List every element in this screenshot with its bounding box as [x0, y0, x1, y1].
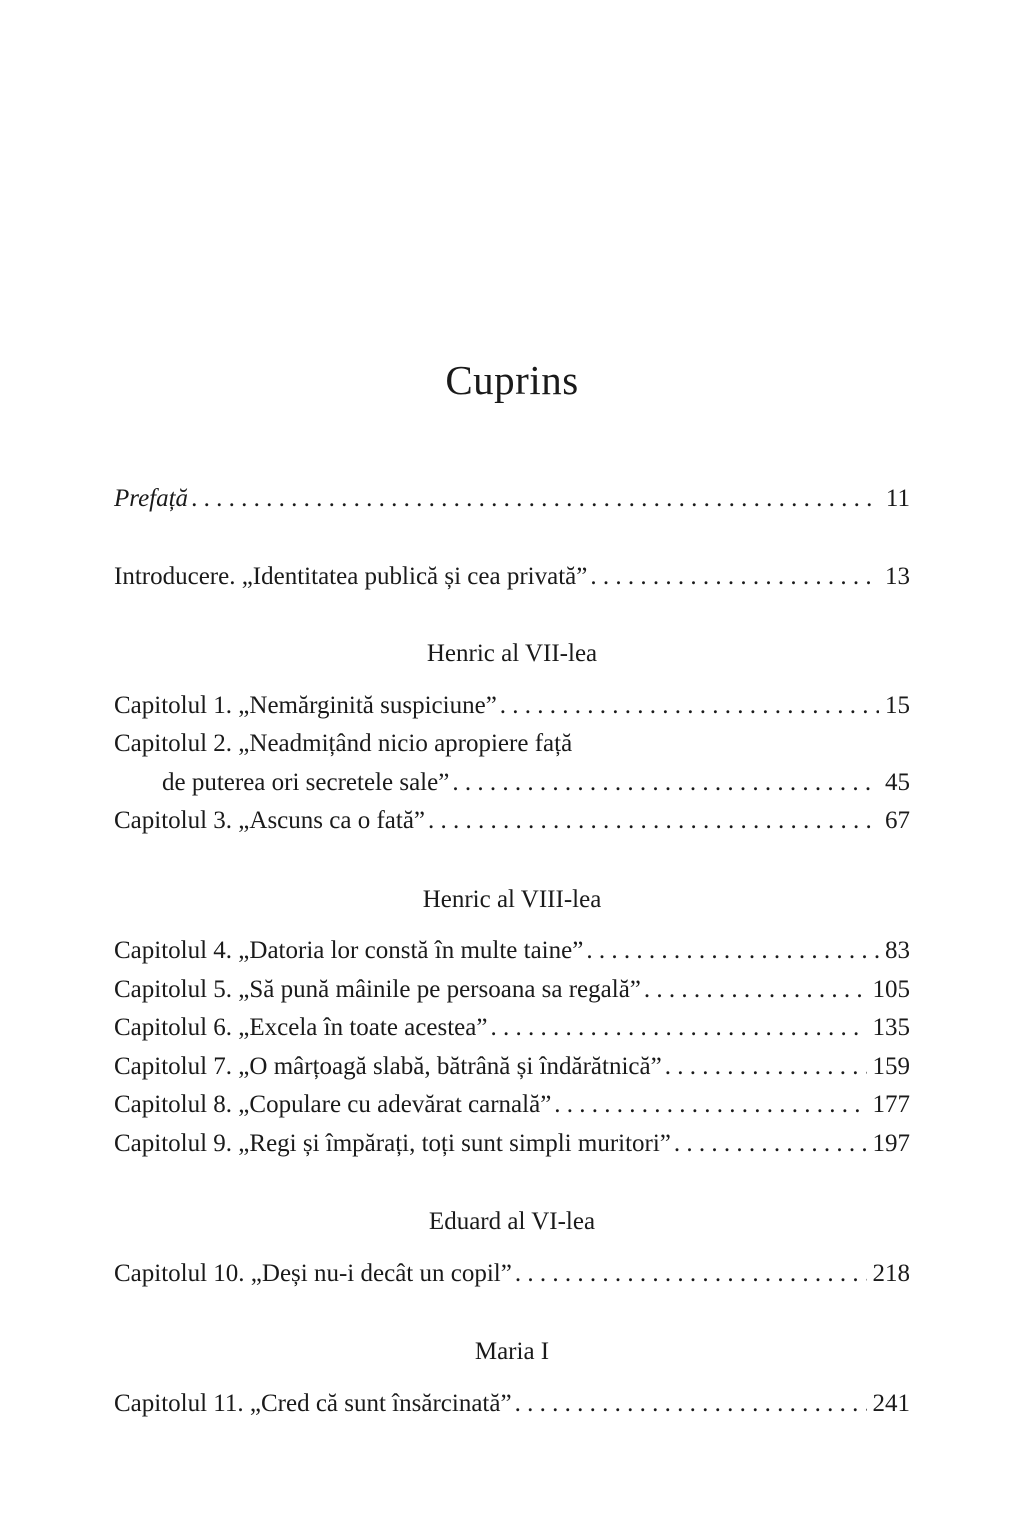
toc-entry-chapter-1[interactable]: [114, 687, 910, 726]
toc-entry-label: Introducere. „Identitatea publică și cea privată”: [114, 562, 588, 590]
section-heading: Eduard al VI-lea: [428, 1208, 596, 1235]
toc-entry-label: Capitolul 1. „Nemărginită suspiciune”: [114, 691, 497, 719]
toc-page-number: 135: [872, 1014, 910, 1041]
toc-page-number: 67: [885, 807, 910, 834]
toc-entry-label: Capitolul 3. „Ascuns ca o fată”: [114, 807, 426, 834]
section-heading: Maria I: [474, 1338, 550, 1365]
toc-page-number: 241: [872, 1389, 910, 1417]
dot-leader: [452, 764, 879, 803]
toc-entry-chapter-3[interactable]: [114, 802, 910, 841]
toc-page-number: 13: [885, 562, 910, 590]
table-of-contents: [114, 480, 910, 1423]
toc-entry-label: Capitolul 5. „Să pună mâinile pe persoana sa regală”: [114, 975, 641, 1003]
toc-entry-chapter-6[interactable]: [114, 1009, 910, 1048]
toc-entry-label: Capitolul 9. „Regi și împărați, toți sunt simpli muritori”: [114, 1129, 671, 1157]
dot-leader: [500, 687, 879, 726]
dot-leader: [665, 1048, 867, 1087]
toc-entry-chapter-8[interactable]: [114, 1086, 910, 1125]
toc-entry-label: Capitolul 4. „Datoria lor constă în multe taine”: [114, 937, 584, 964]
toc-page-number: 83: [885, 937, 910, 964]
dot-leader: [590, 558, 879, 597]
toc-entry-label: Capitolul 6. „Excela în toate acestea”: [114, 1014, 488, 1041]
dot-leader: [674, 1125, 867, 1164]
toc-entry-label: Capitolul 7. „O mârțoagă slabă, bătrână și îndărătnică”: [114, 1052, 662, 1080]
dot-leader: [515, 1255, 867, 1294]
dot-leader: [191, 480, 880, 519]
section-heading: Henric al VIII-lea: [422, 885, 602, 913]
toc-page-number: 45: [885, 768, 910, 796]
toc-entry-label-line1: Capitolul 2. „Neadmițând nicio apropiere față: [114, 730, 573, 757]
toc-page-number: 11: [885, 485, 910, 512]
toc-entry-chapter-9[interactable]: [114, 1125, 910, 1164]
toc-page-number: 159: [872, 1052, 910, 1080]
dot-leader: [586, 932, 879, 971]
toc-entry-label: Prefață: [114, 485, 189, 512]
dot-leader: [644, 971, 867, 1010]
toc-entry-label: de puterea ori secretele sale”: [162, 768, 450, 796]
section-heading: Henric al VII-lea: [426, 640, 598, 667]
toc-page-number: 105: [872, 975, 910, 1003]
toc-entry-chapter-5[interactable]: [114, 971, 910, 1010]
toc-entry-chapter-11[interactable]: [114, 1385, 910, 1424]
dot-leader: [515, 1385, 867, 1424]
toc-entry-preface[interactable]: [114, 480, 910, 519]
toc-entry-label: Capitolul 8. „Copulare cu adevărat carnală”: [114, 1091, 552, 1118]
toc-entry-chapter-7[interactable]: [114, 1048, 910, 1087]
dot-leader: [428, 802, 879, 841]
toc-entry-chapter-2[interactable]: [114, 725, 910, 802]
dot-leader: [554, 1086, 866, 1125]
dot-leader: [490, 1009, 866, 1048]
toc-page-number: 197: [872, 1129, 910, 1157]
toc-entry-chapter-4[interactable]: [114, 932, 910, 971]
toc-entry-introduction[interactable]: [114, 558, 910, 597]
toc-entry-chapter-10[interactable]: [114, 1255, 910, 1294]
toc-entry-label: Capitolul 11. „Cred că sunt însărcinată”: [114, 1389, 512, 1417]
toc-page-number: 177: [872, 1091, 910, 1118]
toc-entry-label: Capitolul 10. „Deși nu-i decât un copil”: [114, 1259, 512, 1287]
toc-page-number: 218: [872, 1259, 910, 1287]
page-title: Cuprins: [445, 357, 579, 403]
toc-page-number: 15: [885, 691, 910, 719]
